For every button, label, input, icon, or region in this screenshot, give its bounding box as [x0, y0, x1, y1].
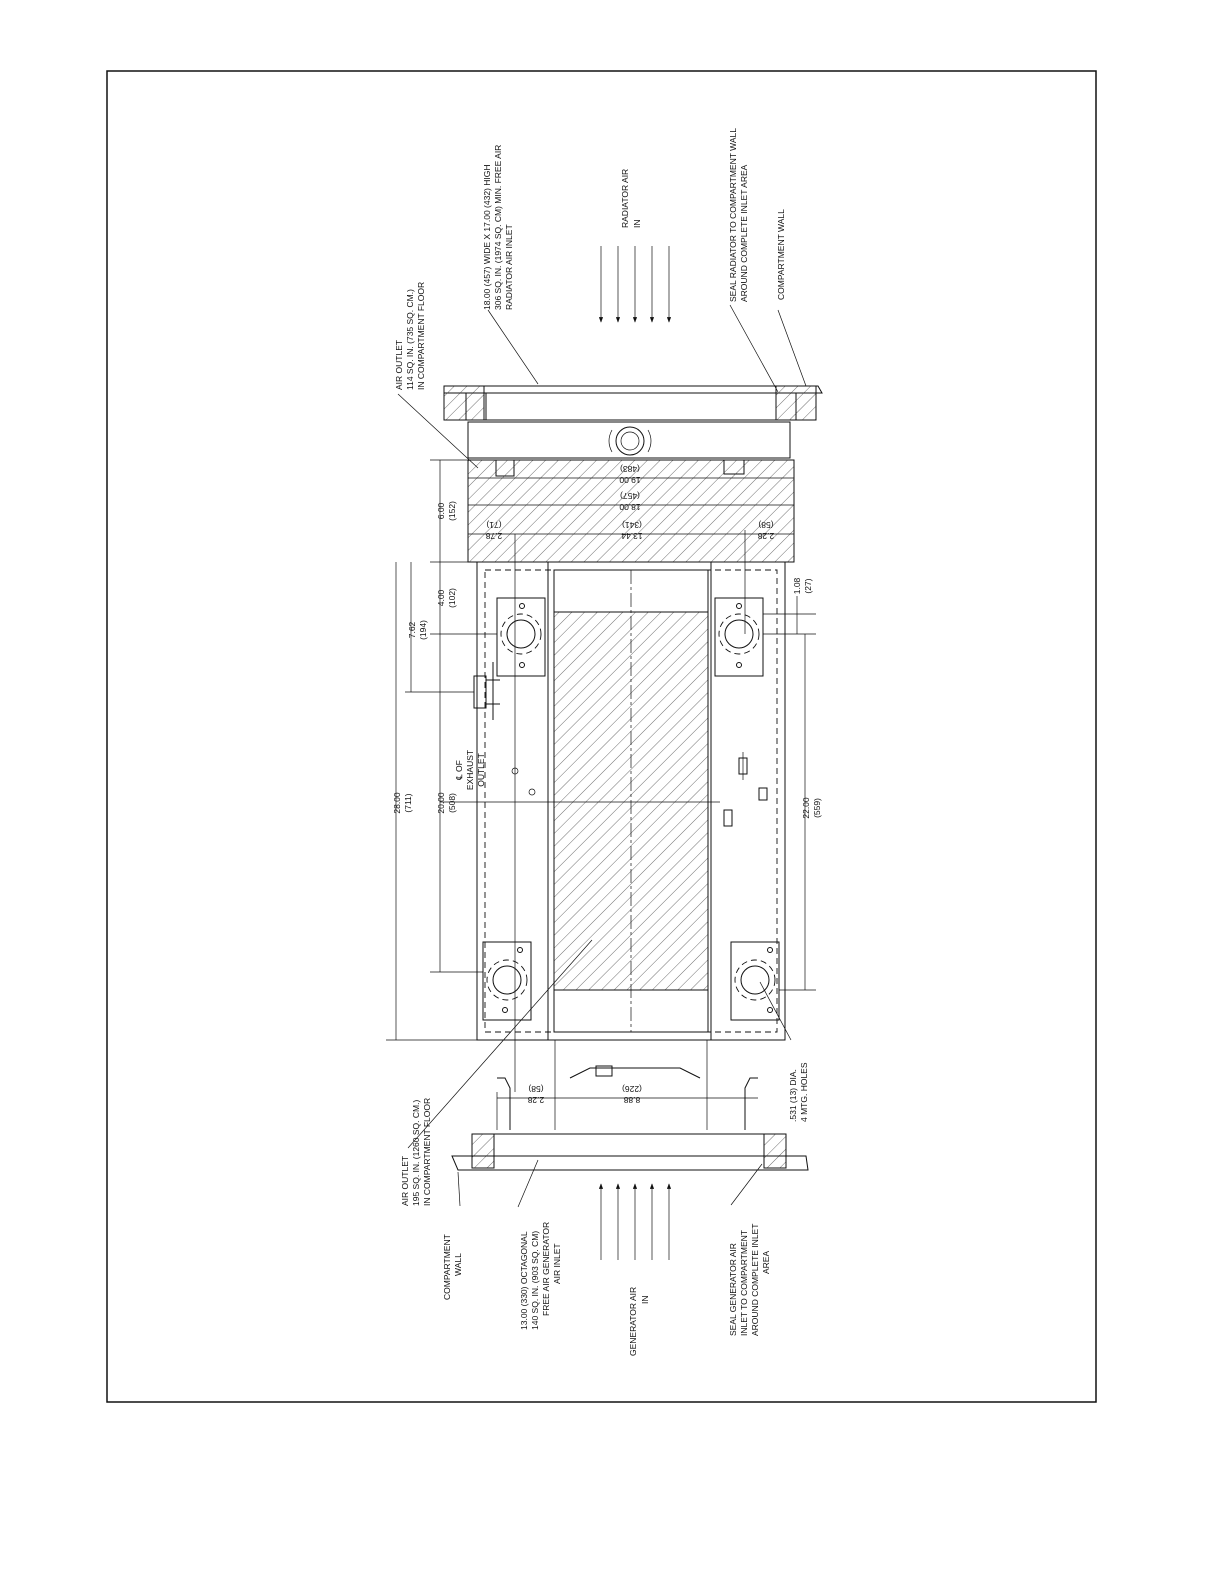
label-line: RADIATOR AIR — [620, 168, 630, 228]
mounting-pad-bottom-left — [483, 942, 531, 1020]
label-line: 306 SQ. IN. (1974 SQ. CM) MIN. FREE AIR — [493, 144, 503, 310]
dim-value-metric: (483) — [620, 464, 640, 474]
dim-value: 28.00 — [392, 792, 402, 814]
dim-value-metric: (102) — [447, 588, 457, 608]
dim-value-metric: (27) — [803, 578, 813, 594]
label-line: .531 (13) DIA. — [788, 1069, 798, 1122]
top-compartment-wall — [444, 386, 822, 420]
dim-value: 13.44 — [621, 531, 643, 541]
label-generator-inlet — [519, 1222, 562, 1330]
side-fittings — [724, 752, 767, 826]
dim-20.00 — [436, 792, 457, 814]
dim-7.62 — [407, 620, 428, 640]
label-line: EXHAUST — [465, 749, 475, 791]
label-line: AREA — [761, 1250, 771, 1274]
dim-value-metric: (226) — [622, 1084, 642, 1094]
label-line: IN — [640, 1295, 650, 1304]
label-generator-air-in — [628, 1287, 650, 1356]
label-line: COMPARTMENT WALL — [776, 209, 786, 300]
label-line: 4 MTG. HOLES — [799, 1062, 809, 1122]
dim-value: 2.28 — [757, 531, 775, 541]
label-line: IN — [632, 219, 642, 228]
generator-air-in-arrows — [601, 1184, 669, 1260]
label-line: 13.00 (330) OCTAGONAL — [519, 1231, 529, 1330]
label-exhaust-outlet — [454, 750, 486, 790]
label-line: INLET TO COMPARTMENT — [739, 1230, 749, 1336]
radiator-core-top — [468, 422, 790, 458]
label-line: 18.00 (457) WIDE X 17.00 (432) HIGH — [482, 164, 492, 310]
dim-value-metric: (341) — [622, 520, 642, 530]
dim-value: 22.00 — [801, 797, 811, 819]
dim-value-metric: (711) — [403, 793, 413, 813]
label-seal-generator — [728, 1224, 771, 1336]
label-line: FREE AIR GENERATOR — [541, 1221, 551, 1316]
dim-value: 20.00 — [436, 792, 446, 814]
dim-value-metric: (152) — [447, 501, 457, 521]
label-radiator-inlet — [482, 145, 514, 310]
dim-value: 2.78 — [485, 531, 503, 541]
dim-6.00 — [436, 501, 457, 521]
dim-value-metric: (58) — [758, 520, 774, 530]
generator-core — [554, 570, 708, 1032]
label-mtg-holes — [788, 1062, 809, 1122]
label-radiator-air-in — [620, 169, 642, 228]
dim-13.44 — [621, 520, 643, 541]
dim-19.00 — [619, 464, 641, 485]
dim-2.78 — [485, 520, 502, 541]
dim-value-metric: (508) — [447, 793, 457, 813]
label-line: AIR OUTLET — [400, 1155, 410, 1206]
dim-value: 7.62 — [407, 621, 417, 639]
dim-2.28-top — [757, 520, 774, 541]
label-air-outlet-bottom — [400, 1098, 432, 1206]
label-line: AROUND COMPLETE INLET — [750, 1223, 760, 1336]
dim-value-metric: (58) — [528, 1084, 544, 1094]
label-line: SEAL RADIATOR TO COMPARTMENT WALL — [728, 128, 738, 302]
label-line: OUTLET — [476, 753, 486, 787]
label-line: 140 SQ. IN. (903 SQ. CM) — [530, 1230, 540, 1330]
dim-value: 2.28 — [527, 1095, 545, 1105]
dim-28.00 — [392, 792, 413, 814]
dim-22.00 — [801, 797, 822, 819]
label-seal-radiator — [728, 128, 749, 302]
dim-value: 1.08 — [792, 577, 802, 595]
dim-value-metric: (559) — [812, 798, 822, 818]
dim-value: 19.00 — [619, 475, 641, 485]
label-line: 114 SQ. IN. (735 SQ. CM.) — [405, 289, 415, 390]
label-line: SEAL GENERATOR AIR — [728, 1243, 738, 1336]
dim-value-metric: (71) — [486, 520, 502, 530]
label-line: AIR INLET — [552, 1243, 562, 1284]
dim-18.00 — [619, 491, 641, 512]
label-air-outlet-top — [394, 282, 426, 390]
dim-value: 6.00 — [436, 502, 446, 520]
label-line: AROUND COMPLETE INLET AREA — [739, 164, 749, 302]
label-line: COMPARTMENT — [442, 1234, 452, 1300]
label-line: IN COMPARTMENT FLOOR — [422, 1097, 432, 1206]
label-compartment-wall-top — [776, 209, 786, 300]
dim-1.08 — [792, 577, 813, 594]
dim-4.00 — [436, 588, 457, 608]
label-line: WALL — [453, 1253, 463, 1276]
mounting-pad-bottom-right — [731, 942, 779, 1020]
dim-value: 4.00 — [436, 589, 446, 607]
label-line: IN COMPARTMENT FLOOR — [416, 281, 426, 390]
radiator-air-in-arrows — [601, 246, 669, 322]
label-line: AIR OUTLET — [394, 339, 404, 390]
mounting-pad-top-left — [497, 598, 545, 676]
dim-value-metric: (457) — [620, 491, 640, 501]
dim-2.28-bottom — [527, 1084, 544, 1105]
label-compartment-wall-bottom — [442, 1234, 463, 1300]
mounting-pad-top-right — [715, 598, 763, 676]
dim-value: 8.88 — [623, 1095, 641, 1105]
dim-8.88 — [622, 1084, 642, 1105]
label-line: 195 SQ. IN. (1260 SQ. CM.) — [411, 1099, 421, 1206]
dim-value: 18.00 — [619, 502, 641, 512]
bottom-compartment-wall — [452, 1134, 808, 1170]
label-line: GENERATOR AIR — [628, 1286, 638, 1356]
dim-value-metric: (194) — [418, 620, 428, 640]
label-line: ℄ OF — [454, 760, 464, 780]
label-line: RADIATOR AIR INLET — [504, 224, 514, 310]
